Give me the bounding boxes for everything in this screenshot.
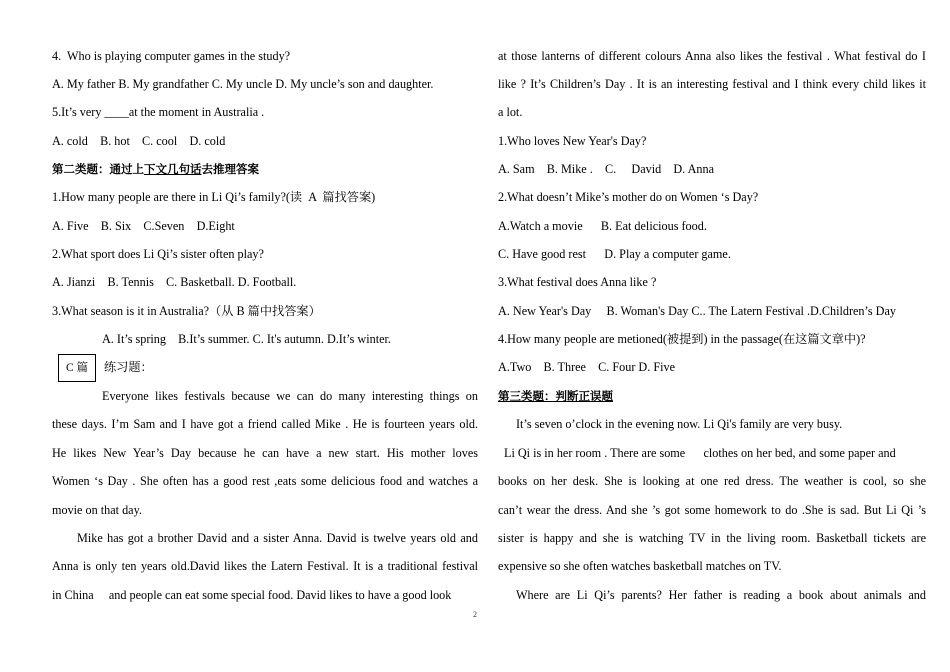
c-question-1: 1.Who loves New Year's Day? [498, 134, 647, 148]
passage-line-7: Anna is only ten years old.David likes the Latern Festival. It is a traditional festival [52, 559, 478, 573]
left-column [52, 0, 478, 620]
section-2-heading-underlined: 下文几句话 [144, 162, 202, 176]
tf-passage-line-4: can’t wear the dress. And she ’s got some homework to do .She is sad. But Li Qi ’s [498, 503, 926, 517]
c-question-2: 2.What doesn’t Mike’s mother do on Women ‘s Day? [498, 190, 759, 204]
question-4: 4. Who is playing computer games in the study? [52, 49, 291, 63]
s2-question-3-options: A. It’s spring B.It’s summer. C. It's autumn. D.It’s winter. [102, 332, 391, 346]
passage-line-8: in China and people can eat some special food. David likes to have a good look [52, 588, 452, 602]
s2-question-2-options: A. Jianzi B. Tennis C. Basketball. D. Football. [52, 275, 297, 289]
section-2-heading-post: 去推理答案 [201, 162, 259, 176]
tf-passage-line-1: It’s seven o’clock in the evening now. Li Qi's family are very busy. [516, 417, 843, 431]
question-4-options: A. My father B. My grandfather C. My uncle D. My uncle’s son and daughter. [52, 77, 434, 91]
practice-label: 练习题： [104, 360, 153, 374]
tf-passage-line-5: sister is happy and she is watching TV in the living room. Basketball tickets are [498, 531, 926, 545]
tf-passage-line-3: books on her desk. She is looking at one red dress. The weather is cool, so she [498, 474, 926, 488]
passage-line-4: Women ‘s Day . She often has a good rest ,eats some delicious food and watches a [52, 474, 478, 488]
s2-question-1: 1.How many people are there in Li Qi’s family?(读 A 篇找答案) [52, 190, 376, 204]
s2-question-3: 3.What season is it in Australia?（从 B 篇中找答案） [52, 304, 321, 318]
tf-passage-line-6: expensive so she often watches basketball matches on TV. [498, 559, 782, 573]
passage-line-1: Everyone likes festivals because we can do many interesting things on [102, 389, 478, 403]
c-question-3: 3.What festival does Anna like ? [498, 275, 657, 289]
question-5: 5.It’s very ____at the moment in Australia . [52, 105, 265, 119]
c-question-4-options: A.Two B. Three C. Four D. Five [498, 360, 675, 374]
right-column [498, 0, 926, 620]
page-number: 2 [473, 610, 477, 619]
c-question-2-options-b: C. Have good rest D. Play a computer game. [498, 247, 731, 261]
section-2-heading [52, 161, 259, 177]
section-3-heading: 第三类题：判断正误题 [498, 389, 613, 403]
passage-line-2: these days. I’m Sam and I have got a friend called Mike . He is fourteen years old. [52, 417, 478, 431]
passage-cont-line-3: a lot. [498, 105, 523, 119]
passage-cont-line-2: like ? It’s Children’s Day . It is an interesting festival and I think every child likes it [498, 77, 926, 91]
s2-question-2: 2.What sport does Li Qi’s sister often play? [52, 247, 264, 261]
passage-cont-line-1: at those lanterns of different colours Anna also likes the festival . What festival do I [498, 49, 926, 63]
tf-passage-line-2: Li Qi is in her room . There are some clothes on her bed, and some paper and [504, 446, 896, 460]
c-question-3-options: A. New Year's Day B. Woman's Day C.. The Latern Festival .D.Children’s Day [498, 304, 896, 318]
s2-question-1-options: A. Five B. Six C.Seven D.Eight [52, 219, 235, 233]
tf-passage-line-7: Where are Li Qi’s parents? Her father is reading a book about animals and [516, 588, 926, 602]
question-5-options: A. cold B. hot C. cool D. cold [52, 134, 226, 148]
c-question-2-options-a: A.Watch a movie B. Eat delicious food. [498, 219, 707, 233]
c-question-1-options: A. Sam B. Mike . C. David D. Anna [498, 162, 714, 176]
c-question-4: 4.How many people are metioned(被提到) in the passage(在这篇文章中)? [498, 332, 866, 346]
passage-line-5: movie on that day. [52, 503, 142, 517]
passage-line-6: Mike has got a brother David and a sister Anna. David is twelve years old and [77, 531, 478, 545]
section-2-heading-pre: 第二类题：通过上 [52, 162, 144, 176]
passage-c-box: C 篇 [58, 354, 96, 382]
passage-line-3: He likes New Year’s Day because he can have a new start. His mother loves [52, 446, 478, 460]
